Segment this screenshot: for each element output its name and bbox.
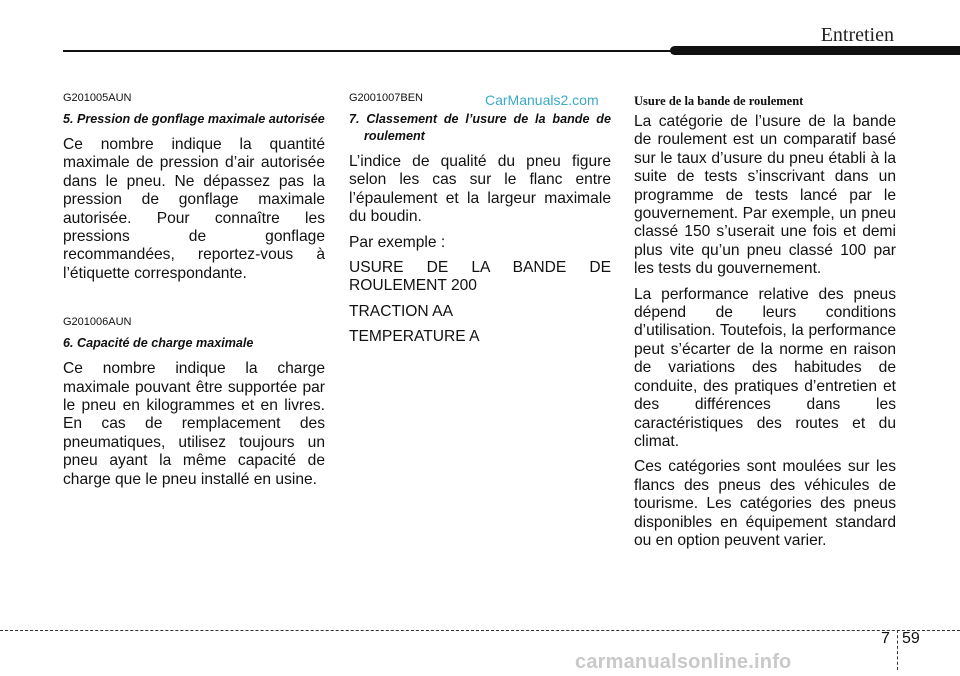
section-heading: 5. Pression de gonflage maximale autorisée bbox=[63, 112, 325, 126]
section-body: Ce nombre indique la quantité maximale de pression d’air autorisée dans le pneu. Ne dépassez pas la pression de gonflage maximale autorisée. Pour connaître les pressions de gonflage recommandées, reportez-vous à l’étiquette correspondante. bbox=[63, 136, 325, 282]
section-code: G201006AUN bbox=[63, 316, 132, 329]
header-rule-thick bbox=[670, 46, 960, 55]
section-heading: Usure de la bande de roulement bbox=[634, 94, 804, 108]
section-body: Ce nombre indique la charge maximale pouvant être supportée par le pneu en kilogrammes et en livres. En cas de remplacement des pneumatiques, utilisez toujours un pneu ayant la même capacité de charge que le pneu installé en usine. bbox=[63, 360, 325, 488]
page-header-title: Entretien bbox=[820, 24, 894, 46]
header-rule-thin bbox=[63, 50, 673, 52]
column-left bbox=[63, 92, 325, 496]
carmanuals-watermark: CarManuals2.com bbox=[485, 92, 599, 108]
page-number: 59 bbox=[902, 630, 920, 647]
section-body: L’indice de qualité du pneu figure selon les cas sur le flanc entre l’épaulement et la largeur maximale du boudin. bbox=[349, 153, 611, 226]
section-code: G2001007BEN bbox=[349, 92, 423, 104]
section-heading: 7. Classement de l’usure de la bande de roulement bbox=[349, 112, 611, 143]
footer-dashed-rule bbox=[0, 630, 960, 631]
column-right bbox=[634, 92, 896, 557]
page-number-divider bbox=[897, 630, 898, 670]
footer-watermark: carmanualsonline.info bbox=[575, 651, 792, 673]
chapter-number: 7 bbox=[881, 630, 890, 647]
section-code: G201005AUN bbox=[63, 92, 132, 104]
example-line: TRACTION AA bbox=[349, 302, 453, 320]
column-middle bbox=[349, 92, 611, 354]
section-body: La performance relative des pneus dépend de leurs conditions d’utilisation. Toutefois, la performance peut s’écarter de la norme en raison de variations des habitudes de conduite, des pratiques d’entretien et des différences dans les caractéristiques des routes et du climat. bbox=[634, 285, 896, 450]
section-body: La catégorie de l’usure de la bande de roulement est un comparatif basé sur le taux d’usure du pneu établi à la suite de tests s’inscrivant dans un programme de tests lancé par le gouvernement. Par exemple, un pneu classé 150 s’userait une fois et demi plus vite qu’un pneu classé 100 par les tests du gouvernement. bbox=[634, 113, 896, 278]
example-line: USURE DE LA BANDE DE ROULEMENT 200 bbox=[349, 259, 611, 295]
section-body: Ces catégories sont moulées sur les flancs des pneus des véhicules de tourisme. Les catégories des pneus disponibles en équipement standard ou en option peuvent varier. bbox=[634, 458, 896, 549]
example-line: TEMPERATURE A bbox=[349, 328, 480, 346]
example-label: Par exemple : bbox=[349, 233, 446, 251]
section-heading: 6. Capacité de charge maximale bbox=[63, 336, 254, 351]
